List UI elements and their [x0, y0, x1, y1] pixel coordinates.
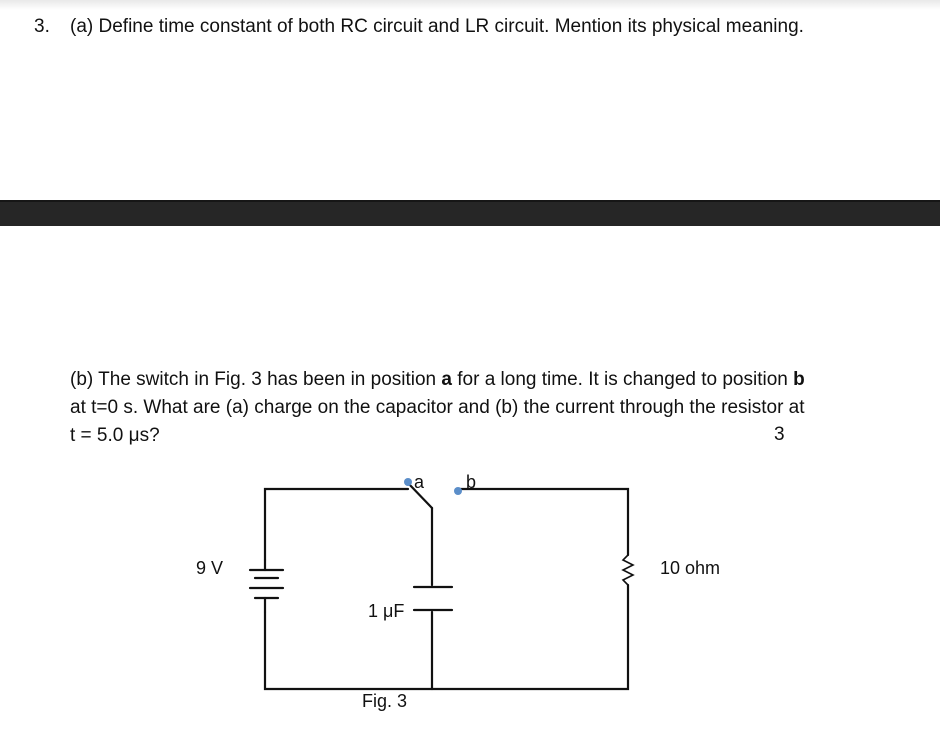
position-b-ref: b: [793, 369, 805, 390]
wire-bottom: [265, 585, 628, 689]
label-switch-a: a: [414, 472, 425, 492]
label-voltage: 9 V: [196, 558, 224, 578]
switch-terminal-b: [454, 487, 462, 495]
switch-terminal-a: [404, 478, 412, 486]
position-a-ref: a: [441, 369, 452, 390]
part-b-intro: (b) The switch in Fig. 3 has been in position: [70, 369, 442, 390]
label-capacitance: 1 μF: [368, 601, 405, 621]
marks: 3: [774, 424, 785, 445]
resistor-zigzag: [623, 555, 633, 585]
part-b-mid: for a long time. It is changed to position: [451, 369, 794, 390]
wire-top-right: [460, 489, 628, 555]
part-b-line2: at t=0 s. What are (a) charge on the capacitor and (b) the current through the resistor at: [70, 397, 805, 418]
part-b-line3: t = 5.0 μs?: [70, 425, 160, 446]
question-number: 3.: [34, 16, 50, 37]
label-resistance: 10 ohm: [660, 558, 721, 578]
figure-caption: Fig. 3: [362, 691, 408, 711]
label-switch-b: b: [466, 472, 477, 492]
question-part-a: (a) Define time constant of both RC circuit and LR circuit. Mention its physical meaning.: [70, 16, 804, 37]
wire-top-left: [265, 489, 408, 560]
